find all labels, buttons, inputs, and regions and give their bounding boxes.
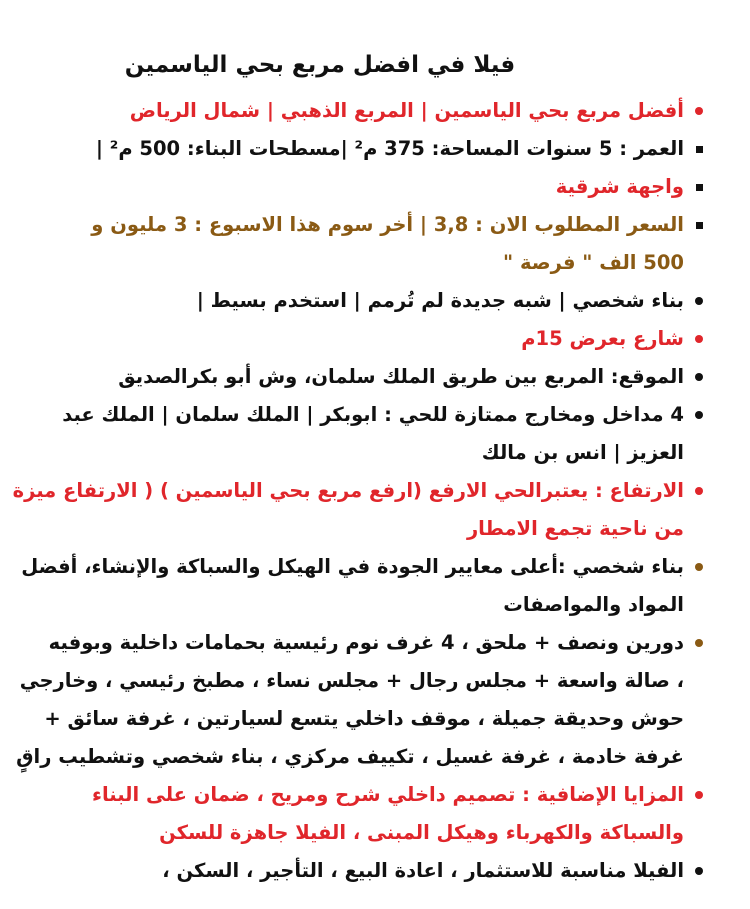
feature-item — [40, 130, 710, 168]
feature-item — [40, 320, 710, 358]
dot-bullet-icon — [692, 92, 706, 130]
feature-item — [16, 624, 710, 776]
feature-line: العمر : 5 سنوات المساحة: 375 م² |مسطحات البناء: 500 م² | — [95, 137, 684, 160]
feature-line: بناء شخصي | شبه جديدة لم تُرمم | استخدم بسيط | — [196, 289, 684, 312]
feature-item — [40, 92, 710, 130]
square-bullet-icon — [692, 130, 706, 168]
feature-line: من ناحية تجمع الامطار — [466, 517, 684, 540]
feature-line: ، صالة واسعة + مجلس رجال + مجلس نساء ، مطبخ رئيسي ، وخارجي — [19, 669, 684, 692]
dot-bullet-icon — [692, 396, 706, 434]
feature-line: المواد والمواصفات — [503, 593, 684, 616]
feature-line: العزيز | انس بن مالك — [481, 441, 684, 464]
feature-line: بناء شخصي :أعلى معايير الجودة في الهيكل والسباكة والإنشاء، أفضل — [21, 555, 684, 578]
feature-line: حوش وحديقة جميلة ، موقف داخلي يتسع لسيارتين ، غرفة سائق + — [44, 707, 684, 730]
feature-line: 4 مداخل ومخارج ممتازة للحي : ابوبكر | الملك سلمان | الملك عبد — [62, 403, 684, 426]
feature-item — [40, 852, 710, 890]
feature-item — [40, 396, 710, 472]
feature-line: غرفة خادمة ، غرفة غسيل ، تكييف مركزي ، بناء شخصي وتشطيب راقٍ — [16, 745, 684, 768]
dot-bullet-icon — [692, 282, 706, 320]
feature-item — [40, 282, 710, 320]
dot-bullet-icon — [692, 472, 706, 510]
feature-item — [40, 168, 710, 206]
square-bullet-icon — [692, 206, 706, 244]
feature-line: والسباكة والكهرباء وهيكل المبنى ، الفيلا جاهزة للسكن — [159, 821, 684, 844]
feature-item — [40, 358, 710, 396]
feature-line: الفيلا مناسبة للاستثمار ، اعادة البيع ، التأجير ، السكن ، — [162, 859, 684, 882]
feature-item — [40, 776, 710, 852]
feature-line: المزايا الإضافية : تصميم داخلي شرح ومريح ، ضمان على البناء — [91, 783, 684, 806]
feature-line: أفضل مربع بحي الياسمين | المربع الذهبي | شمال الرياض — [129, 99, 684, 122]
listing-title: فيلا في افضل مربع بحي الياسمين — [124, 52, 516, 78]
feature-line: دورين ونصف + ملحق ، 4 غرف نوم رئيسية بحمامات داخلية وبوفيه — [48, 631, 684, 654]
feature-line: واجهة شرقية — [555, 175, 684, 198]
dot-bullet-icon — [692, 852, 706, 890]
feature-item — [21, 548, 710, 624]
dot-bullet-icon — [692, 548, 706, 586]
dot-bullet-icon — [692, 776, 706, 814]
feature-line: شارع بعرض 15م — [521, 327, 684, 350]
feature-line: الموقع: المربع بين طريق الملك سلمان، وش أبو بكرالصديق — [118, 365, 684, 388]
feature-item — [40, 206, 710, 282]
square-bullet-icon — [692, 168, 706, 206]
dot-bullet-icon — [692, 358, 706, 396]
feature-line: 500 الف " فرصة " — [503, 251, 684, 274]
feature-line: الارتفاع : يعتبرالحي الارفع (ارفع مربع بحي الياسمين ) ( الارتفاع ميزة — [12, 479, 684, 502]
dot-bullet-icon — [692, 320, 706, 358]
dot-bullet-icon — [692, 624, 706, 662]
feature-line: السعر المطلوب الان : 3,8 | أخر سوم هذا الاسبوع : 3 مليون و — [91, 213, 684, 236]
feature-list — [12, 92, 710, 890]
feature-item — [12, 472, 710, 548]
